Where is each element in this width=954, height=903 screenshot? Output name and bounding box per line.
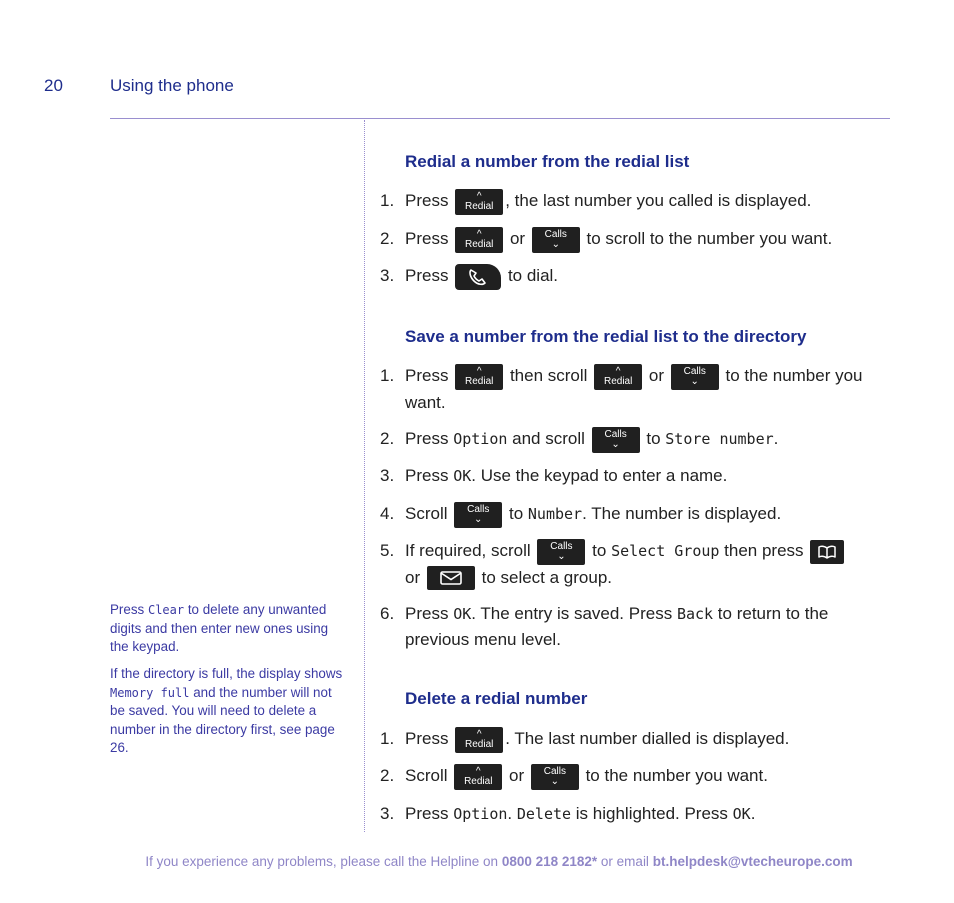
step-text: .	[750, 804, 756, 823]
step-text: then scroll	[509, 366, 588, 385]
step-number: 1.	[380, 366, 395, 385]
step-text: to scroll to the number you want.	[586, 229, 833, 248]
page-number: 20	[44, 76, 63, 95]
calls-key-icon: Calls ⌄	[671, 364, 719, 390]
step-number: 3.	[380, 804, 395, 823]
display-text-ok: OK	[453, 467, 472, 485]
step-text: .	[507, 804, 513, 823]
calls-key-icon: Calls ⌄	[592, 427, 640, 453]
step-text: . The number is displayed.	[582, 504, 782, 523]
step-number: 3.	[380, 466, 395, 485]
step-number: 1.	[380, 191, 395, 210]
step-text: to	[592, 541, 607, 560]
step-text: to the number you want.	[585, 766, 768, 785]
step-text: . The last number dialled is displayed.	[505, 729, 790, 748]
step-text: .	[773, 429, 779, 448]
step-text: Press	[405, 366, 449, 385]
heading-redial-from-list: Redial a number from the redial list	[405, 152, 690, 171]
redial-key-icon: ^ Redial	[455, 227, 503, 253]
step-text: Press	[405, 191, 449, 210]
redial-key-icon: ^ Redial	[455, 364, 503, 390]
step-number: 6.	[380, 604, 395, 623]
phonebook-key-icon	[810, 540, 844, 564]
display-text-ok: OK	[453, 605, 472, 623]
display-text-ok: OK	[732, 805, 751, 823]
step-number: 5.	[380, 541, 395, 560]
step-text: Scroll	[405, 504, 448, 523]
step-text: and scroll	[512, 429, 585, 448]
step-text: to dial.	[507, 266, 559, 285]
talk-key-icon	[455, 264, 501, 290]
step-text: or	[508, 766, 525, 785]
step-text: Press	[405, 729, 449, 748]
column-divider	[364, 120, 365, 832]
calls-key-icon: Calls ⌄	[454, 502, 502, 528]
calls-key-icon: Calls ⌄	[532, 227, 580, 253]
step-text: , the last number you called is displayed.	[505, 191, 812, 210]
display-text-back: Back	[676, 605, 714, 623]
display-text-option: Option	[453, 430, 508, 448]
step-text: Press	[405, 604, 449, 623]
display-text-delete: Delete	[516, 805, 572, 823]
heading-delete-redial: Delete a redial number	[405, 689, 588, 708]
step-number: 3.	[380, 266, 395, 285]
header-divider	[110, 118, 890, 119]
step-text: Press	[405, 466, 449, 485]
step-text: to	[508, 504, 524, 523]
display-text-clear: Clear	[147, 603, 185, 617]
step-text: . The entry is saved. Press	[471, 604, 673, 623]
step-text: or	[509, 229, 526, 248]
display-text-memory-full: Memory full	[110, 685, 190, 700]
step-text: to	[646, 429, 661, 448]
step-number: 1.	[380, 729, 395, 748]
side-note-memory-full: If the directory is full, the display shows Memory full and the number will not be saved. You will need to delete a number in the directory first, see page 26.	[110, 666, 343, 755]
heading-save-to-directory: Save a number from the redial list to the directory	[405, 327, 807, 346]
step-text: Press	[405, 804, 449, 823]
step-text: then press	[724, 541, 804, 560]
envelope-key-icon	[427, 566, 475, 590]
step-text: to the number you want.	[405, 366, 863, 412]
display-text-store-number: Store number	[665, 430, 774, 448]
step-number: 2.	[380, 229, 395, 248]
step-number: 2.	[380, 429, 395, 448]
step-text: to return to the previous menu level.	[405, 604, 829, 649]
side-note-clear: Press Clear to delete any unwanted digits and then enter new ones using the keypad.	[110, 602, 329, 654]
redial-key-icon: ^ Redial	[455, 727, 503, 753]
calls-key-icon: Calls ⌄	[531, 764, 579, 790]
step-text: or	[648, 366, 665, 385]
display-text-select-group: Select Group	[611, 542, 720, 560]
display-text-number: Number	[527, 505, 583, 523]
calls-key-icon: Calls ⌄	[537, 539, 585, 565]
step-text: or	[405, 567, 421, 587]
step-text: If required, scroll	[405, 541, 531, 560]
display-text-option: Option	[453, 805, 508, 823]
helpdesk-email[interactable]: bt.helpdesk@vtecheurope.com	[652, 854, 853, 869]
redial-key-icon: ^ Redial	[455, 189, 503, 215]
step-text: Press	[405, 229, 449, 248]
step-text: is highlighted. Press	[575, 804, 728, 823]
footer-helpline: If you experience any problems, please call the Helpline on 0800 218 2182* or email bt.helpdesk@vtecheurope.com	[145, 854, 853, 869]
helpline-phone: 0800 218 2182*	[501, 854, 598, 869]
step-text: Scroll	[405, 766, 448, 785]
step-text: to select a group.	[481, 567, 613, 587]
redial-key-icon: ^ Redial	[454, 764, 502, 790]
step-number: 2.	[380, 766, 395, 785]
step-text: Press	[405, 429, 449, 448]
redial-key-icon: ^ Redial	[594, 364, 642, 390]
step-number: 4.	[380, 504, 395, 523]
step-text: . Use the keypad to enter a name.	[471, 466, 728, 485]
section-title: Using the phone	[110, 76, 234, 95]
step-text: Press	[405, 266, 449, 285]
